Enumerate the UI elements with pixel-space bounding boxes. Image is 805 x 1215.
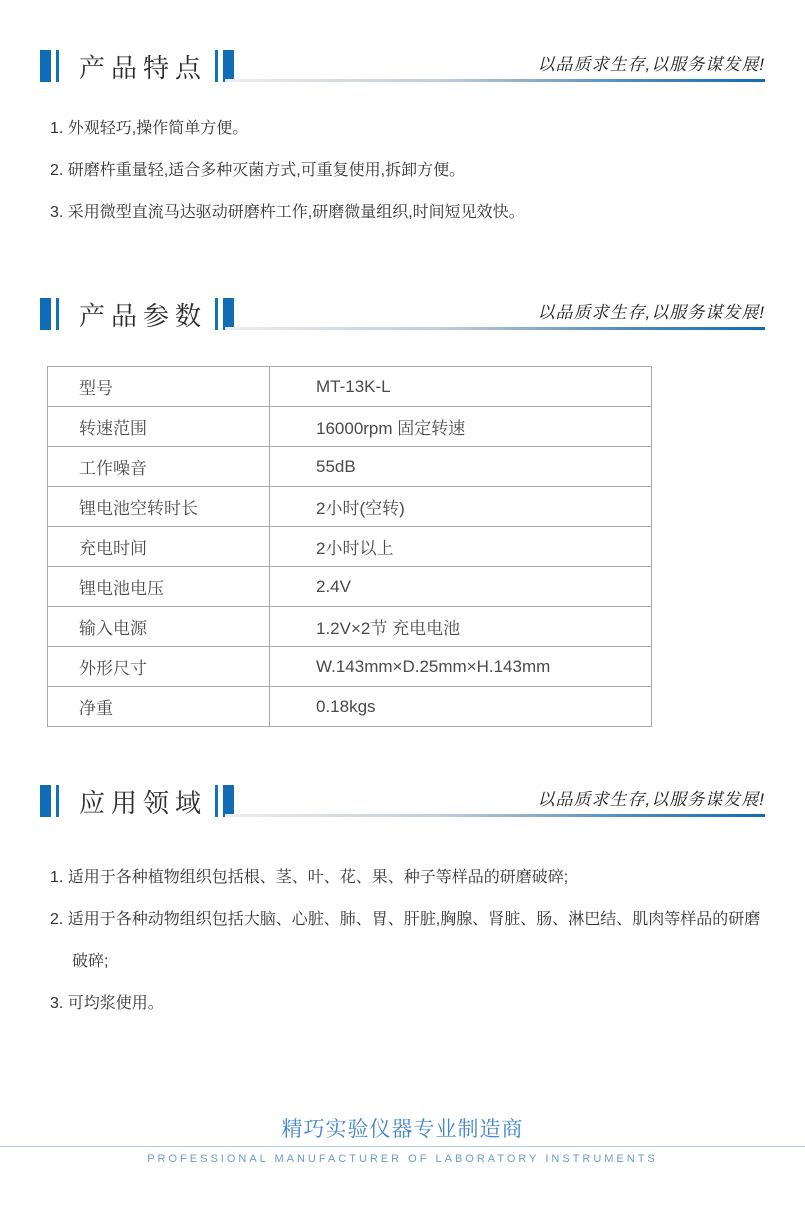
accent-bar-thin-icon — [215, 298, 218, 330]
table-row — [48, 367, 652, 407]
header-gradient-divider — [225, 327, 765, 330]
param-label: 外形尺寸 — [48, 647, 270, 687]
param-label: 转速范围 — [48, 407, 270, 447]
feature-item: 1. 外观轻巧,操作简单方便。 — [50, 120, 249, 137]
accent-bar-thin-icon — [56, 50, 59, 82]
param-label: 型号 — [48, 367, 270, 407]
param-value: 0.18kgs — [270, 687, 652, 727]
header-gradient-divider — [225, 79, 765, 82]
table-row — [48, 447, 652, 487]
header-accent-bars-right — [215, 298, 234, 330]
accent-bar-thick-icon — [40, 298, 51, 330]
feature-item: 3. 采用微型直流马达驱动研磨杵工作,研磨微量组织,时间短见效快。 — [50, 204, 525, 221]
parameters-table — [47, 366, 652, 727]
application-item: 3. 可均浆使用。 — [50, 995, 164, 1012]
footer-brand-english: PROFESSIONAL MANUFACTURER OF LABORATORY INSTRUMENTS — [147, 1153, 658, 1165]
section-tagline: 以品质求生存,以服务谋发展! — [537, 790, 765, 809]
param-value: W.143mm×D.25mm×H.143mm — [270, 647, 652, 687]
header-accent-bars-left — [40, 298, 59, 330]
section-parameters — [40, 298, 765, 727]
param-value: 55dB — [270, 447, 652, 487]
section-title-applications: 应用领域 — [79, 787, 208, 818]
accent-bar-thin-icon — [215, 785, 218, 817]
accent-bar-thick-icon — [40, 50, 51, 82]
table-row — [48, 567, 652, 607]
param-label: 净重 — [48, 687, 270, 727]
section-header-applications — [40, 785, 765, 817]
param-value: 16000rpm 固定转速 — [270, 407, 652, 447]
footer-brand-chinese: 精巧实验仪器专业制造商 — [281, 1118, 524, 1141]
param-label: 工作噪音 — [48, 447, 270, 487]
header-accent-bars-right — [215, 50, 234, 82]
section-header-features — [40, 50, 765, 82]
accent-bar-thin-icon — [215, 50, 218, 82]
feature-item: 2. 研磨杵重量轻,适合多种灭菌方式,可重复使用,拆卸方便。 — [50, 162, 466, 179]
table-row — [48, 647, 652, 687]
section-title-features: 产品特点 — [79, 52, 208, 83]
header-accent-bars-left — [40, 50, 59, 82]
param-label: 锂电池电压 — [48, 567, 270, 607]
param-value: 2小时以上 — [270, 527, 652, 567]
footer-divider — [0, 1146, 805, 1147]
applications-list — [40, 857, 765, 1025]
param-label: 输入电源 — [48, 607, 270, 647]
accent-bar-thick-icon — [223, 785, 234, 817]
section-header-parameters — [40, 298, 765, 330]
section-features — [40, 50, 765, 234]
accent-bar-thick-icon — [223, 50, 234, 82]
table-row — [48, 527, 652, 567]
section-tagline: 以品质求生存,以服务谋发展! — [537, 303, 765, 322]
application-item: 2. 适用于各种动物组织包括大脑、心脏、肺、胃、肝脏,胸腺、肾脏、肠、淋巴结、肌肉等样品的研磨破碎; — [50, 911, 761, 970]
param-label: 充电时间 — [48, 527, 270, 567]
accent-bar-thick-icon — [223, 298, 234, 330]
header-gradient-divider — [225, 814, 765, 817]
table-row — [48, 607, 652, 647]
table-row — [48, 687, 652, 727]
accent-bar-thick-icon — [40, 785, 51, 817]
param-value: MT-13K-L — [270, 367, 652, 407]
param-value: 2.4V — [270, 567, 652, 607]
accent-bar-thin-icon — [56, 298, 59, 330]
accent-bar-thin-icon — [56, 785, 59, 817]
table-row — [48, 407, 652, 447]
features-list — [40, 108, 765, 234]
header-accent-bars-right — [215, 785, 234, 817]
param-label: 锂电池空转时长 — [48, 487, 270, 527]
section-applications — [40, 785, 765, 1025]
application-item: 1. 适用于各种植物组织包括根、茎、叶、花、果、种子等样品的研磨破碎; — [50, 869, 569, 886]
section-tagline: 以品质求生存,以服务谋发展! — [537, 55, 765, 74]
param-value: 1.2V×2节 充电电池 — [270, 607, 652, 647]
header-accent-bars-left — [40, 785, 59, 817]
table-row — [48, 487, 652, 527]
param-value: 2小时(空转) — [270, 487, 652, 527]
footer — [0, 1117, 805, 1165]
section-title-parameters: 产品参数 — [79, 300, 208, 331]
